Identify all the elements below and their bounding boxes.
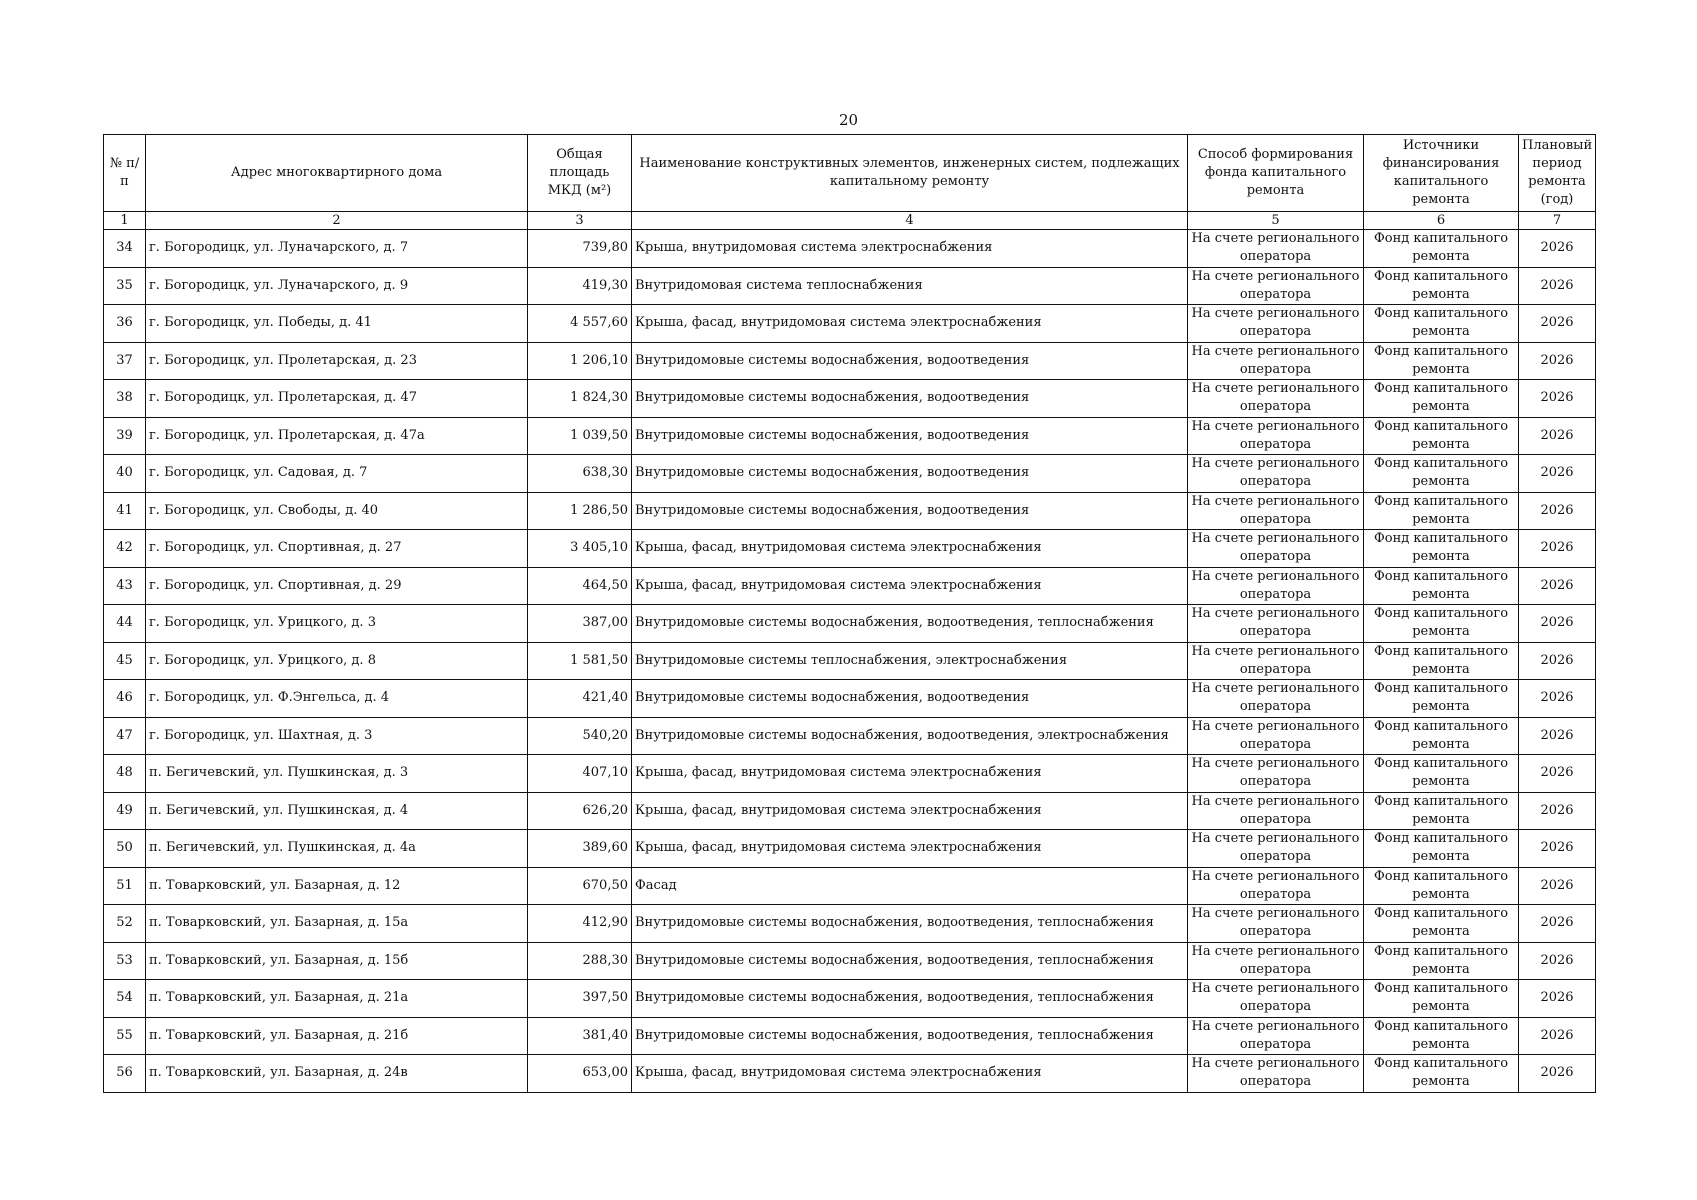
cell-area: 387,00 — [528, 605, 632, 643]
cell-area: 407,10 — [528, 755, 632, 793]
cell-num: 51 — [104, 867, 146, 905]
cell-elements: Крыша, фасад, внутридомовая система электроснабжения — [632, 530, 1188, 568]
cell-address: г. Богородицк, ул. Пролетарская, д. 47 — [146, 380, 528, 418]
cell-num: 53 — [104, 942, 146, 980]
cell-year: 2026 — [1519, 942, 1596, 980]
cell-financing: Фонд капитального ремонта — [1364, 792, 1519, 830]
repair-plan-table — [103, 134, 1596, 1093]
header-num: № п/п — [104, 135, 146, 212]
cell-financing: Фонд капитального ремонта — [1364, 492, 1519, 530]
cell-area: 4 557,60 — [528, 305, 632, 343]
cell-address: п. Товарковский, ул. Базарная, д. 21а — [146, 980, 528, 1018]
cell-elements: Фасад — [632, 867, 1188, 905]
cell-financing: Фонд капитального ремонта — [1364, 830, 1519, 868]
cell-fund-method: На счете регионального оператора — [1188, 942, 1364, 980]
column-number: 6 — [1364, 212, 1519, 230]
table-row — [104, 605, 1596, 643]
cell-elements: Крыша, фасад, внутридомовая система электроснабжения — [632, 830, 1188, 868]
cell-elements: Крыша, внутридомовая система электроснабжения — [632, 230, 1188, 268]
cell-fund-method: На счете регионального оператора — [1188, 267, 1364, 305]
table-row — [104, 1017, 1596, 1055]
cell-financing: Фонд капитального ремонта — [1364, 530, 1519, 568]
cell-year: 2026 — [1519, 642, 1596, 680]
column-number-row — [104, 212, 1596, 230]
table-row — [104, 830, 1596, 868]
table-row — [104, 717, 1596, 755]
table-row — [104, 905, 1596, 943]
cell-elements: Внутридомовые системы водоснабжения, водоотведения, теплоснабжения — [632, 980, 1188, 1018]
cell-year: 2026 — [1519, 567, 1596, 605]
cell-year: 2026 — [1519, 830, 1596, 868]
cell-elements: Внутридомовые системы теплоснабжения, электроснабжения — [632, 642, 1188, 680]
cell-area: 288,30 — [528, 942, 632, 980]
cell-num: 39 — [104, 417, 146, 455]
cell-fund-method: На счете регионального оператора — [1188, 980, 1364, 1018]
cell-num: 35 — [104, 267, 146, 305]
column-number: 1 — [104, 212, 146, 230]
cell-address: г. Богородицк, ул. Садовая, д. 7 — [146, 455, 528, 493]
cell-address: г. Богородицк, ул. Спортивная, д. 29 — [146, 567, 528, 605]
cell-num: 40 — [104, 455, 146, 493]
column-number: 7 — [1519, 212, 1596, 230]
cell-financing: Фонд капитального ремонта — [1364, 567, 1519, 605]
cell-financing: Фонд капитального ремонта — [1364, 755, 1519, 793]
cell-area: 1 206,10 — [528, 342, 632, 380]
cell-address: г. Богородицк, ул. Свободы, д. 40 — [146, 492, 528, 530]
cell-area: 464,50 — [528, 567, 632, 605]
cell-financing: Фонд капитального ремонта — [1364, 1055, 1519, 1093]
table-row — [104, 530, 1596, 568]
cell-fund-method: На счете регионального оператора — [1188, 417, 1364, 455]
cell-num: 36 — [104, 305, 146, 343]
cell-financing: Фонд капитального ремонта — [1364, 717, 1519, 755]
cell-address: п. Бегичевский, ул. Пушкинская, д. 4 — [146, 792, 528, 830]
cell-fund-method: На счете регионального оператора — [1188, 830, 1364, 868]
cell-financing: Фонд капитального ремонта — [1364, 380, 1519, 418]
cell-num: 44 — [104, 605, 146, 643]
cell-fund-method: На счете регионального оператора — [1188, 792, 1364, 830]
cell-year: 2026 — [1519, 267, 1596, 305]
cell-area: 419,30 — [528, 267, 632, 305]
cell-elements: Внутридомовые системы водоснабжения, водоотведения — [632, 455, 1188, 493]
cell-year: 2026 — [1519, 680, 1596, 718]
cell-elements: Внутридомовые системы водоснабжения, водоотведения — [632, 380, 1188, 418]
table-row — [104, 1055, 1596, 1093]
cell-elements: Внутридомовые системы водоснабжения, водоотведения, теплоснабжения — [632, 1017, 1188, 1055]
cell-year: 2026 — [1519, 980, 1596, 1018]
header-elements: Наименование конструктивных элементов, инженерных систем, подлежащих капитальному ремонту — [632, 135, 1188, 212]
cell-elements: Внутридомовые системы водоснабжения, водоотведения — [632, 417, 1188, 455]
cell-fund-method: На счете регионального оператора — [1188, 455, 1364, 493]
cell-year: 2026 — [1519, 1055, 1596, 1093]
cell-num: 56 — [104, 1055, 146, 1093]
table-row — [104, 267, 1596, 305]
table-row — [104, 942, 1596, 980]
cell-financing: Фонд капитального ремонта — [1364, 905, 1519, 943]
cell-num: 49 — [104, 792, 146, 830]
cell-num: 37 — [104, 342, 146, 380]
cell-num: 34 — [104, 230, 146, 268]
cell-year: 2026 — [1519, 342, 1596, 380]
cell-financing: Фонд капитального ремонта — [1364, 642, 1519, 680]
cell-fund-method: На счете регионального оператора — [1188, 530, 1364, 568]
cell-address: г. Богородицк, ул. Ф.Энгельса, д. 4 — [146, 680, 528, 718]
cell-fund-method: На счете регионального оператора — [1188, 1055, 1364, 1093]
cell-elements: Внутридомовые системы водоснабжения, водоотведения — [632, 680, 1188, 718]
header-row — [104, 135, 1596, 212]
cell-area: 1 286,50 — [528, 492, 632, 530]
cell-area: 412,90 — [528, 905, 632, 943]
cell-elements: Крыша, фасад, внутридомовая система электроснабжения — [632, 567, 1188, 605]
cell-address: п. Товарковский, ул. Базарная, д. 21б — [146, 1017, 528, 1055]
cell-area: 638,30 — [528, 455, 632, 493]
column-number: 3 — [528, 212, 632, 230]
cell-fund-method: На счете регионального оператора — [1188, 492, 1364, 530]
cell-year: 2026 — [1519, 417, 1596, 455]
cell-year: 2026 — [1519, 605, 1596, 643]
cell-address: п. Товарковский, ул. Базарная, д. 15а — [146, 905, 528, 943]
cell-address: г. Богородицк, ул. Победы, д. 41 — [146, 305, 528, 343]
cell-num: 48 — [104, 755, 146, 793]
cell-address: г. Богородицк, ул. Урицкого, д. 8 — [146, 642, 528, 680]
column-number: 2 — [146, 212, 528, 230]
cell-num: 47 — [104, 717, 146, 755]
cell-num: 50 — [104, 830, 146, 868]
cell-financing: Фонд капитального ремонта — [1364, 305, 1519, 343]
cell-address: п. Бегичевский, ул. Пушкинская, д. 4а — [146, 830, 528, 868]
cell-year: 2026 — [1519, 492, 1596, 530]
cell-elements: Крыша, фасад, внутридомовая система электроснабжения — [632, 755, 1188, 793]
column-number: 5 — [1188, 212, 1364, 230]
header-financing: Источники финансирования капитального ремонта — [1364, 135, 1519, 212]
table-row — [104, 305, 1596, 343]
cell-elements: Внутридомовые системы водоснабжения, водоотведения, теплоснабжения — [632, 605, 1188, 643]
cell-year: 2026 — [1519, 755, 1596, 793]
cell-address: п. Бегичевский, ул. Пушкинская, д. 3 — [146, 755, 528, 793]
cell-year: 2026 — [1519, 230, 1596, 268]
cell-financing: Фонд капитального ремонта — [1364, 342, 1519, 380]
cell-num: 55 — [104, 1017, 146, 1055]
cell-address: г. Богородицк, ул. Спортивная, д. 27 — [146, 530, 528, 568]
cell-financing: Фонд капитального ремонта — [1364, 605, 1519, 643]
cell-area: 421,40 — [528, 680, 632, 718]
cell-num: 42 — [104, 530, 146, 568]
cell-address: г. Богородицк, ул. Луначарского, д. 7 — [146, 230, 528, 268]
cell-elements: Внутридомовые системы водоснабжения, водоотведения — [632, 492, 1188, 530]
cell-year: 2026 — [1519, 717, 1596, 755]
header-address: Адрес многоквартирного дома — [146, 135, 528, 212]
cell-num: 43 — [104, 567, 146, 605]
cell-financing: Фонд капитального ремонта — [1364, 417, 1519, 455]
cell-address: п. Товарковский, ул. Базарная, д. 15б — [146, 942, 528, 980]
table-row — [104, 642, 1596, 680]
table-row — [104, 680, 1596, 718]
table-row — [104, 455, 1596, 493]
cell-fund-method: На счете регионального оператора — [1188, 567, 1364, 605]
cell-elements: Внутридомовые системы водоснабжения, водоотведения, теплоснабжения — [632, 905, 1188, 943]
cell-year: 2026 — [1519, 380, 1596, 418]
header-fund-method: Способ формирования фонда капитального ремонта — [1188, 135, 1364, 212]
cell-financing: Фонд капитального ремонта — [1364, 267, 1519, 305]
cell-area: 381,40 — [528, 1017, 632, 1055]
cell-fund-method: На счете регионального оператора — [1188, 905, 1364, 943]
cell-fund-method: На счете регионального оператора — [1188, 305, 1364, 343]
cell-year: 2026 — [1519, 530, 1596, 568]
cell-year: 2026 — [1519, 792, 1596, 830]
table-row — [104, 380, 1596, 418]
cell-elements: Крыша, фасад, внутридомовая система электроснабжения — [632, 305, 1188, 343]
cell-year: 2026 — [1519, 905, 1596, 943]
cell-fund-method: На счете регионального оператора — [1188, 717, 1364, 755]
cell-fund-method: На счете регионального оператора — [1188, 230, 1364, 268]
cell-area: 739,80 — [528, 230, 632, 268]
table-row — [104, 492, 1596, 530]
cell-year: 2026 — [1519, 455, 1596, 493]
cell-financing: Фонд капитального ремонта — [1364, 980, 1519, 1018]
cell-fund-method: На счете регионального оператора — [1188, 1017, 1364, 1055]
cell-financing: Фонд капитального ремонта — [1364, 680, 1519, 718]
cell-fund-method: На счете регионального оператора — [1188, 605, 1364, 643]
cell-financing: Фонд капитального ремонта — [1364, 1017, 1519, 1055]
header-period: Плановый период ремонта (год) — [1519, 135, 1596, 212]
cell-fund-method: На счете регионального оператора — [1188, 380, 1364, 418]
cell-elements: Внутридомовая система теплоснабжения — [632, 267, 1188, 305]
cell-financing: Фонд капитального ремонта — [1364, 455, 1519, 493]
cell-address: п. Товарковский, ул. Базарная, д. 12 — [146, 867, 528, 905]
cell-area: 389,60 — [528, 830, 632, 868]
cell-financing: Фонд капитального ремонта — [1364, 942, 1519, 980]
cell-num: 54 — [104, 980, 146, 1018]
cell-address: г. Богородицк, ул. Урицкого, д. 3 — [146, 605, 528, 643]
cell-address: п. Товарковский, ул. Базарная, д. 24в — [146, 1055, 528, 1093]
cell-year: 2026 — [1519, 1017, 1596, 1055]
cell-num: 38 — [104, 380, 146, 418]
cell-area: 1 039,50 — [528, 417, 632, 455]
cell-area: 1 581,50 — [528, 642, 632, 680]
cell-area: 670,50 — [528, 867, 632, 905]
cell-area: 653,00 — [528, 1055, 632, 1093]
cell-num: 41 — [104, 492, 146, 530]
cell-elements: Внутридомовые системы водоснабжения, водоотведения — [632, 342, 1188, 380]
cell-address: г. Богородицк, ул. Пролетарская, д. 47а — [146, 417, 528, 455]
cell-fund-method: На счете регионального оператора — [1188, 342, 1364, 380]
cell-financing: Фонд капитального ремонта — [1364, 867, 1519, 905]
table-row — [104, 230, 1596, 268]
cell-area: 397,50 — [528, 980, 632, 1018]
cell-num: 45 — [104, 642, 146, 680]
cell-elements: Крыша, фасад, внутридомовая система электроснабжения — [632, 792, 1188, 830]
cell-area: 1 824,30 — [528, 380, 632, 418]
table-header — [104, 135, 1596, 230]
column-number: 4 — [632, 212, 1188, 230]
cell-financing: Фонд капитального ремонта — [1364, 230, 1519, 268]
page-number: 20 — [838, 111, 859, 129]
cell-elements: Внутридомовые системы водоснабжения, водоотведения, теплоснабжения — [632, 942, 1188, 980]
cell-year: 2026 — [1519, 305, 1596, 343]
cell-address: г. Богородицк, ул. Пролетарская, д. 23 — [146, 342, 528, 380]
table-row — [104, 755, 1596, 793]
cell-area: 3 405,10 — [528, 530, 632, 568]
cell-address: г. Богородицк, ул. Шахтная, д. 3 — [146, 717, 528, 755]
table-row — [104, 980, 1596, 1018]
table-row — [104, 342, 1596, 380]
cell-fund-method: На счете регионального оператора — [1188, 867, 1364, 905]
cell-elements: Внутридомовые системы водоснабжения, водоотведения, электроснабжения — [632, 717, 1188, 755]
cell-year: 2026 — [1519, 867, 1596, 905]
table-row — [104, 417, 1596, 455]
cell-fund-method: На счете регионального оператора — [1188, 642, 1364, 680]
table-row — [104, 792, 1596, 830]
cell-num: 52 — [104, 905, 146, 943]
cell-fund-method: На счете регионального оператора — [1188, 755, 1364, 793]
cell-area: 626,20 — [528, 792, 632, 830]
cell-address: г. Богородицк, ул. Луначарского, д. 9 — [146, 267, 528, 305]
table-row — [104, 867, 1596, 905]
header-area: Общая площадь МКД (м²) — [528, 135, 632, 212]
cell-fund-method: На счете регионального оператора — [1188, 680, 1364, 718]
cell-area: 540,20 — [528, 717, 632, 755]
cell-num: 46 — [104, 680, 146, 718]
table-body — [104, 230, 1596, 1093]
cell-elements: Крыша, фасад, внутридомовая система электроснабжения — [632, 1055, 1188, 1093]
table-row — [104, 567, 1596, 605]
